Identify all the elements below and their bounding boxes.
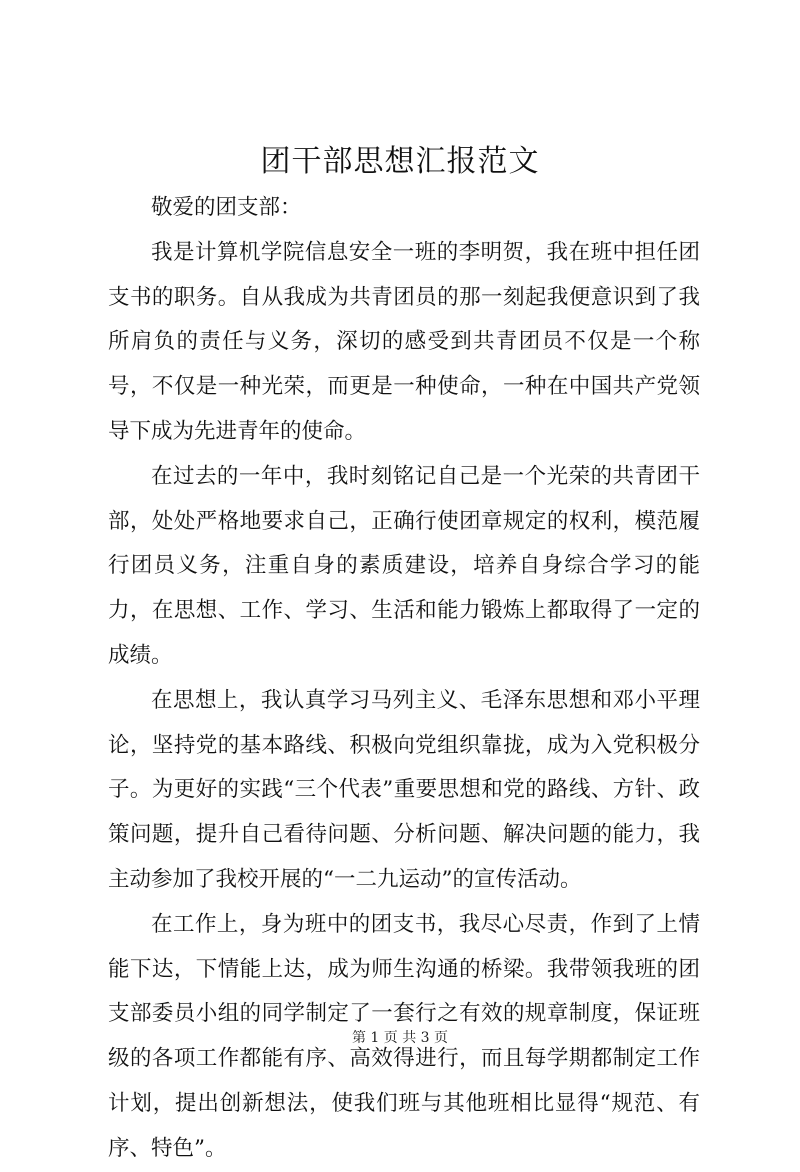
paragraph-thought: 在思想上，我认真学习马列主义、毛泽东思想和邓小平理论，坚持党的基本路线、积极向党组织靠拢，成为入党积极分子。为更好的实践“三个代表”重要思想和党的路线、方针、政策问题，提升自己看待问题、分析问题、解决问题的能力，我主动参加了我校开展的“一二九运动”的宣传活动。 [108,687,700,892]
document-title: 团干部思想汇报范文 [260,144,540,179]
paragraph-work: 在工作上，身为班中的团支书，我尽心尽责，作到了上情能下达，下情能上达，成为师生沟通的桥梁。我带领我班的团支部委员小组的同学制定了一套行之有效的规章制度，保证班级的各项工作都能有序、高效得进行，而且每学期都制定工作计划，提出创新想法，使我们班与其他班相比显得“规范、有序、特色”。 [108,911,700,1161]
page-number-footer: 第 1 页 共 3 页 [351,1030,449,1046]
document-body [108,186,700,1172]
paragraph-introduction: 我是计算机学院信息安全一班的李明贺，我在班中担任团支书的职务。自从我成为共青团员的那一刻起我便意识到了我所肩负的责任与义务，深切的感受到共青团员不仅是一个称号，不仅是一种光荣，而更是一种使命，一种在中国共产党领导下成为先进青年的使命。 [108,239,700,444]
salutation: 敬爱的团支部： [151,195,302,220]
paragraph-past-year: 在过去的一年中，我时刻铭记自己是一个光荣的共青团干部，处处严格地要求自己，正确行使团章规定的权利，模范履行团员义务，注重自身的素质建设，培养自身综合学习的能力，在思想、工作、学习、生活和能力锻炼上都取得了一定的成绩。 [108,463,700,668]
